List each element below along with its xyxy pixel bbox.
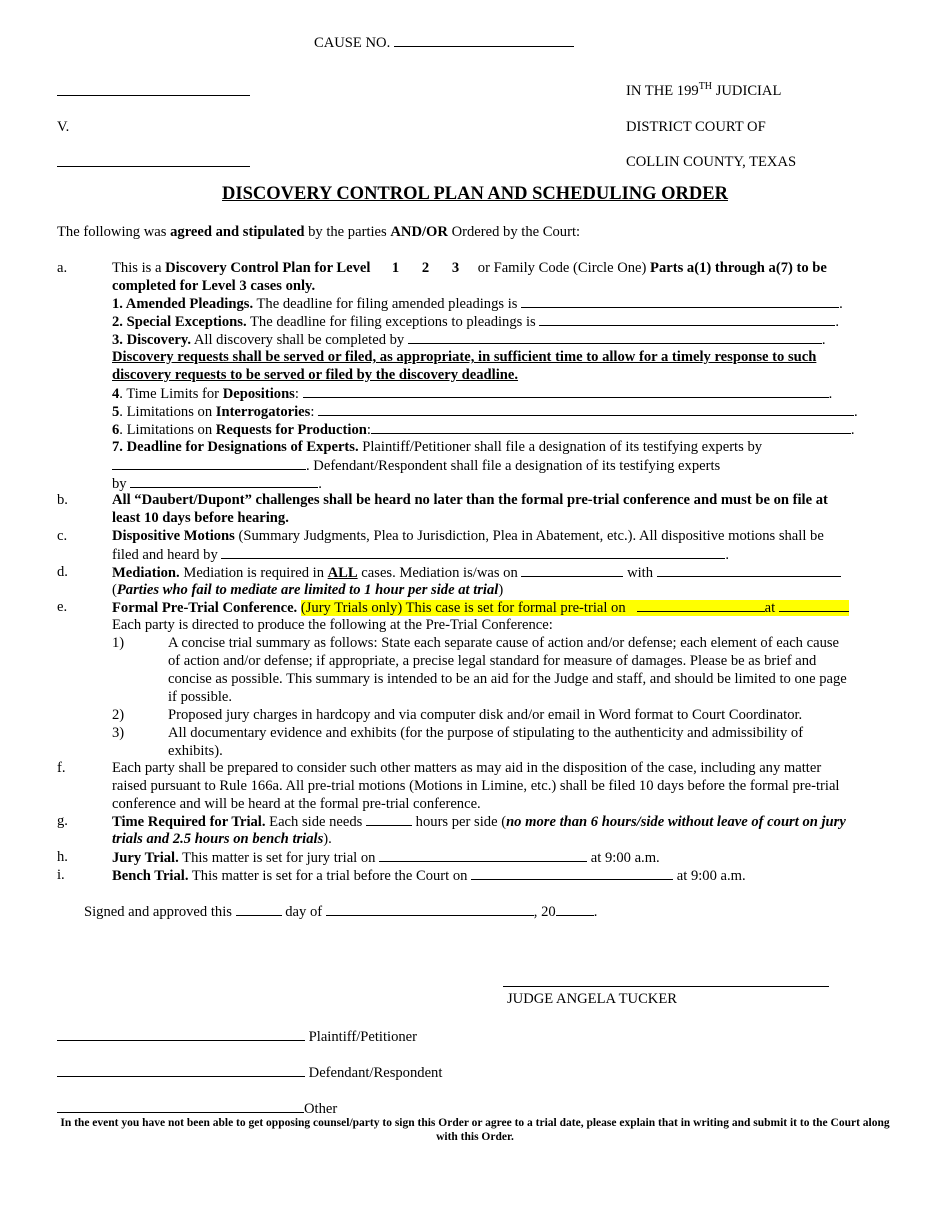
pretrial-highlight: (Jury Trials only) This case is set for formal pre-trial on at xyxy=(301,600,849,616)
intro-text: The following was agreed and stipulated by the parties AND/OR Ordered by the Court: xyxy=(57,224,581,240)
mediator-blank[interactable] xyxy=(657,563,841,577)
party1-blank[interactable] xyxy=(57,82,250,101)
depositions-limit: 4. Time Limits for Depositions: . xyxy=(112,386,833,402)
jury-trial-date-blank[interactable] xyxy=(379,848,587,862)
experts-line1: 7. Deadline for Designations of Experts. Plaintiff/Petitioner shall file a designation of its testifying experts by xyxy=(112,439,763,455)
defendant-signature-line[interactable] xyxy=(57,1062,305,1077)
pretrial-line2: Each party is directed to produce the following at the Pre-Trial Conference: xyxy=(112,617,553,633)
pretrial-time-blank[interactable] xyxy=(779,598,849,612)
signed-month-blank[interactable] xyxy=(326,902,534,916)
pretrial-item-1-line: if possible. xyxy=(168,689,233,705)
pretrial-line1: Formal Pre-Trial Conference. (Jury Trials only) This case is set for formal pre-trial on at xyxy=(112,598,849,617)
mediation-line1: Mediation. Mediation is required in ALL cases. Mediation is/was on with xyxy=(112,563,841,582)
dispositive-line2: filed and heard by . xyxy=(112,547,730,563)
pretrial-item-3-num: 3) xyxy=(112,725,125,741)
discovery-deadline: 3. Discovery. All discovery shall be completed by . xyxy=(112,332,826,348)
dispositive-line1: Dispositive Motions (Summary Judgments, Plea to Jurisdiction, Plea in Abatement, etc.). All dispositive motions shall be xyxy=(112,528,824,544)
plaintiff-experts-blank[interactable] xyxy=(112,456,306,470)
pretrial-item-1-line: concise as possible. This summary is intended to be an aid for the Judge and staff, and should be limited to one page xyxy=(168,671,847,687)
judge-name: JUDGE ANGELA TUCKER xyxy=(507,991,677,1007)
label-c: c. xyxy=(57,528,68,544)
time-required-line1: Time Required for Trial. Each side needs hours per side (no more than 6 hours/side without leave of court on jury xyxy=(112,814,846,830)
section-a-line1: This is a Discovery Control Plan for Level 1 2 3 or Family Code (Circle One) Parts a(1) through a(7) to be xyxy=(112,260,827,276)
jury-trial-line: Jury Trial. This matter is set for jury trial on at 9:00 a.m. xyxy=(112,850,660,866)
discovery-requests-line1: Discovery requests shall be served or filed, as appropriate, in sufficient time to allow for a timely response to such xyxy=(112,349,817,365)
other-matters-line: raised pursuant to Rule 166a. All pre-trial motions (Motions in Limine, etc.) shall be filed 10 days before the formal pre-trial xyxy=(112,778,840,794)
experts-line3: by . xyxy=(112,476,322,492)
label-b: b. xyxy=(57,492,68,508)
footnote: In the event you have not been able to get opposing counsel/party to sign this Order or agree to a trial date, please explain that in writing and submit it to the Court along with this Order. xyxy=(60,1117,890,1143)
discovery-deadline-blank[interactable] xyxy=(408,330,822,344)
label-h: h. xyxy=(57,849,68,865)
bench-trial-date-blank[interactable] xyxy=(471,866,673,880)
cause-number: CAUSE NO. xyxy=(314,33,574,52)
pretrial-item-1-num: 1) xyxy=(112,635,125,651)
level-1-option[interactable]: 1 xyxy=(391,260,400,276)
mediation-note: (Parties who fail to mediate are limited to 1 hour per side at trial) xyxy=(112,582,504,598)
level-2-option[interactable]: 2 xyxy=(421,260,430,276)
other-signature: Other xyxy=(57,1098,337,1118)
pretrial-item-2-num: 2) xyxy=(112,707,125,723)
cause-number-blank[interactable] xyxy=(394,33,574,47)
label-e: e. xyxy=(57,599,68,615)
special-exceptions: 2. Special Exceptions. The deadline for filing exceptions to pleadings is . xyxy=(112,314,840,330)
bench-trial-line: Bench Trial. This matter is set for a trial before the Court on at 9:00 a.m. xyxy=(112,868,746,884)
party2-blank[interactable] xyxy=(57,153,250,172)
pretrial-item-3-line: exhibits). xyxy=(168,743,223,759)
plaintiff-signature-line[interactable] xyxy=(57,1026,305,1041)
signed-approved-line: Signed and approved this day of , 20 . xyxy=(84,904,598,920)
pretrial-item-2-line: Proposed jury charges in hardcopy and via computer disk and/or email in Word format to Court Coordinator. xyxy=(168,707,803,723)
amended-pleadings-blank[interactable] xyxy=(521,294,839,308)
section-a-line2: completed for Level 3 cases only. xyxy=(112,278,316,294)
daubert-line1: All “Daubert/Dupont” challenges shall be heard no later than the formal pre-trial conference and must be on file at xyxy=(112,492,828,508)
judge-signature-line[interactable] xyxy=(503,972,829,987)
production-blank[interactable] xyxy=(371,420,851,434)
production-limit: 6. Limitations on Requests for Production: . xyxy=(112,422,855,438)
label-g: g. xyxy=(57,813,68,829)
mediation-date-blank[interactable] xyxy=(521,563,623,577)
plaintiff-signature: Plaintiff/Petitioner xyxy=(57,1026,417,1046)
hours-per-side-blank[interactable] xyxy=(366,812,412,826)
court-line-3: COLLIN COUNTY, TEXAS xyxy=(626,154,797,170)
time-required-line2: trials and 2.5 hours on bench trials). xyxy=(112,831,332,847)
pretrial-item-1-line: A concise trial summary as follows: State each separate cause of action and/or defense; each element of each cause xyxy=(168,635,840,651)
label-a: a. xyxy=(57,260,68,276)
court-line-1: IN THE 199TH JUDICIAL xyxy=(626,81,782,99)
experts-line2: . Defendant/Respondent shall file a designation of its testifying experts xyxy=(112,456,720,475)
other-matters-line: Each party shall be prepared to consider such other matters as may aid in the disposition of the case, including any matter xyxy=(112,760,822,776)
depositions-blank[interactable] xyxy=(303,384,829,398)
interrogatories-blank[interactable] xyxy=(318,402,854,416)
page-title: DISCOVERY CONTROL PLAN AND SCHEDULING ORDER xyxy=(222,184,728,204)
pretrial-date-blank[interactable] xyxy=(637,598,765,612)
court-line-2: DISTRICT COURT OF xyxy=(626,119,766,135)
signed-year-blank[interactable] xyxy=(556,902,594,916)
other-matters-line: conference and will be heard at the formal pre-trial conference. xyxy=(112,796,481,812)
pretrial-item-1-line: of action and/or defense; if appropriate, a precise legal standard for measure of damages. Please be as brief and xyxy=(168,653,817,669)
dispositive-blank[interactable] xyxy=(221,545,725,559)
pretrial-item-3-line: All documentary evidence and exhibits (for the purpose of stipulating to the authenticity and admissibility of xyxy=(168,725,804,741)
defendant-signature: Defendant/Respondent xyxy=(57,1062,442,1082)
special-exceptions-blank[interactable] xyxy=(539,312,835,326)
discovery-requests-line2: discovery requests to be served or filed by the discovery deadline. xyxy=(112,367,519,383)
label-d: d. xyxy=(57,564,68,580)
versus-label: V. xyxy=(57,119,70,135)
amended-pleadings: 1. Amended Pleadings. The deadline for filing amended pleadings is . xyxy=(112,296,843,312)
defendant-experts-blank[interactable] xyxy=(130,474,318,488)
level-3-option[interactable]: 3 xyxy=(451,260,460,276)
daubert-line2: least 10 days before hearing. xyxy=(112,510,289,526)
label-f: f. xyxy=(57,760,66,776)
interrogatories-limit: 5. Limitations on Interrogatories: . xyxy=(112,404,858,420)
signed-day-blank[interactable] xyxy=(236,902,282,916)
label-i: i. xyxy=(57,867,65,883)
other-signature-line[interactable] xyxy=(57,1098,304,1113)
